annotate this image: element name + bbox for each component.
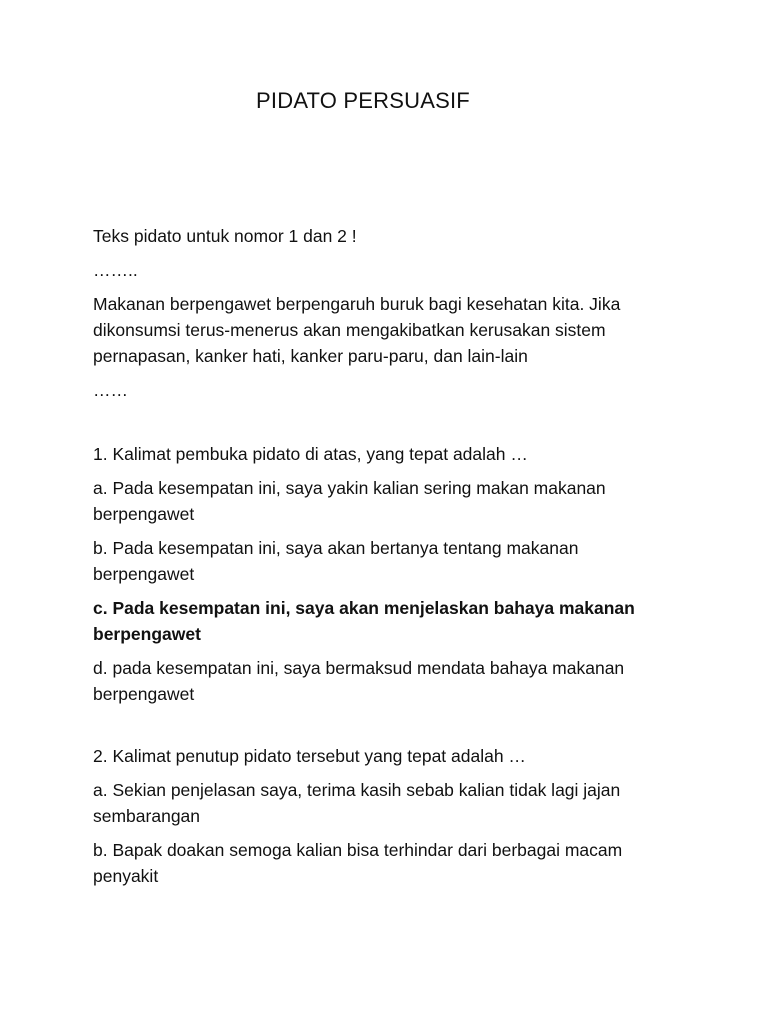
answer-option-correct: c. Pada kesempatan ini, saya akan menjelaskan bahaya makanan berpengawet — [93, 598, 635, 644]
document-body — [93, 223, 683, 897]
spacer — [93, 411, 683, 441]
answer-option: a. Sekian penjelasan saya, terima kasih sebab kalian tidak lagi jajan sembarangan — [93, 780, 621, 826]
answer-option: d. pada kesempatan ini, saya bermaksud mendata bahaya makanan berpengawet — [93, 658, 625, 704]
page-title: PIDATO PERSUASIF — [256, 88, 470, 113]
question-text: 1. Kalimat pembuka pidato di atas, yang tepat adalah … — [93, 444, 528, 464]
speech-passage: Makanan berpengawet berpengaruh buruk bagi kesehatan kita. Jika dikonsumsi terus-menerus akan mengakibatkan kerusakan sistem pernapasan, kanker hati, kanker paru-paru, dan lain-lain — [93, 294, 621, 366]
ellipsis-bottom: …… — [93, 380, 128, 400]
question-block-1 — [93, 441, 683, 707]
answer-option: b. Bapak doakan semoga kalian bisa terhindar dari berbagai macam penyakit — [93, 840, 623, 886]
intro-text: Teks pidato untuk nomor 1 dan 2 ! — [93, 226, 357, 246]
spacer — [93, 715, 683, 743]
ellipsis-top: …….. — [93, 260, 138, 280]
question-text: 2. Kalimat penutup pidato tersebut yang tepat adalah … — [93, 746, 526, 766]
answer-option: b. Pada kesempatan ini, saya akan bertanya tentang makanan berpengawet — [93, 538, 579, 584]
question-block-2 — [93, 743, 683, 889]
answer-option: a. Pada kesempatan ini, saya yakin kalian sering makan makanan berpengawet — [93, 478, 606, 524]
